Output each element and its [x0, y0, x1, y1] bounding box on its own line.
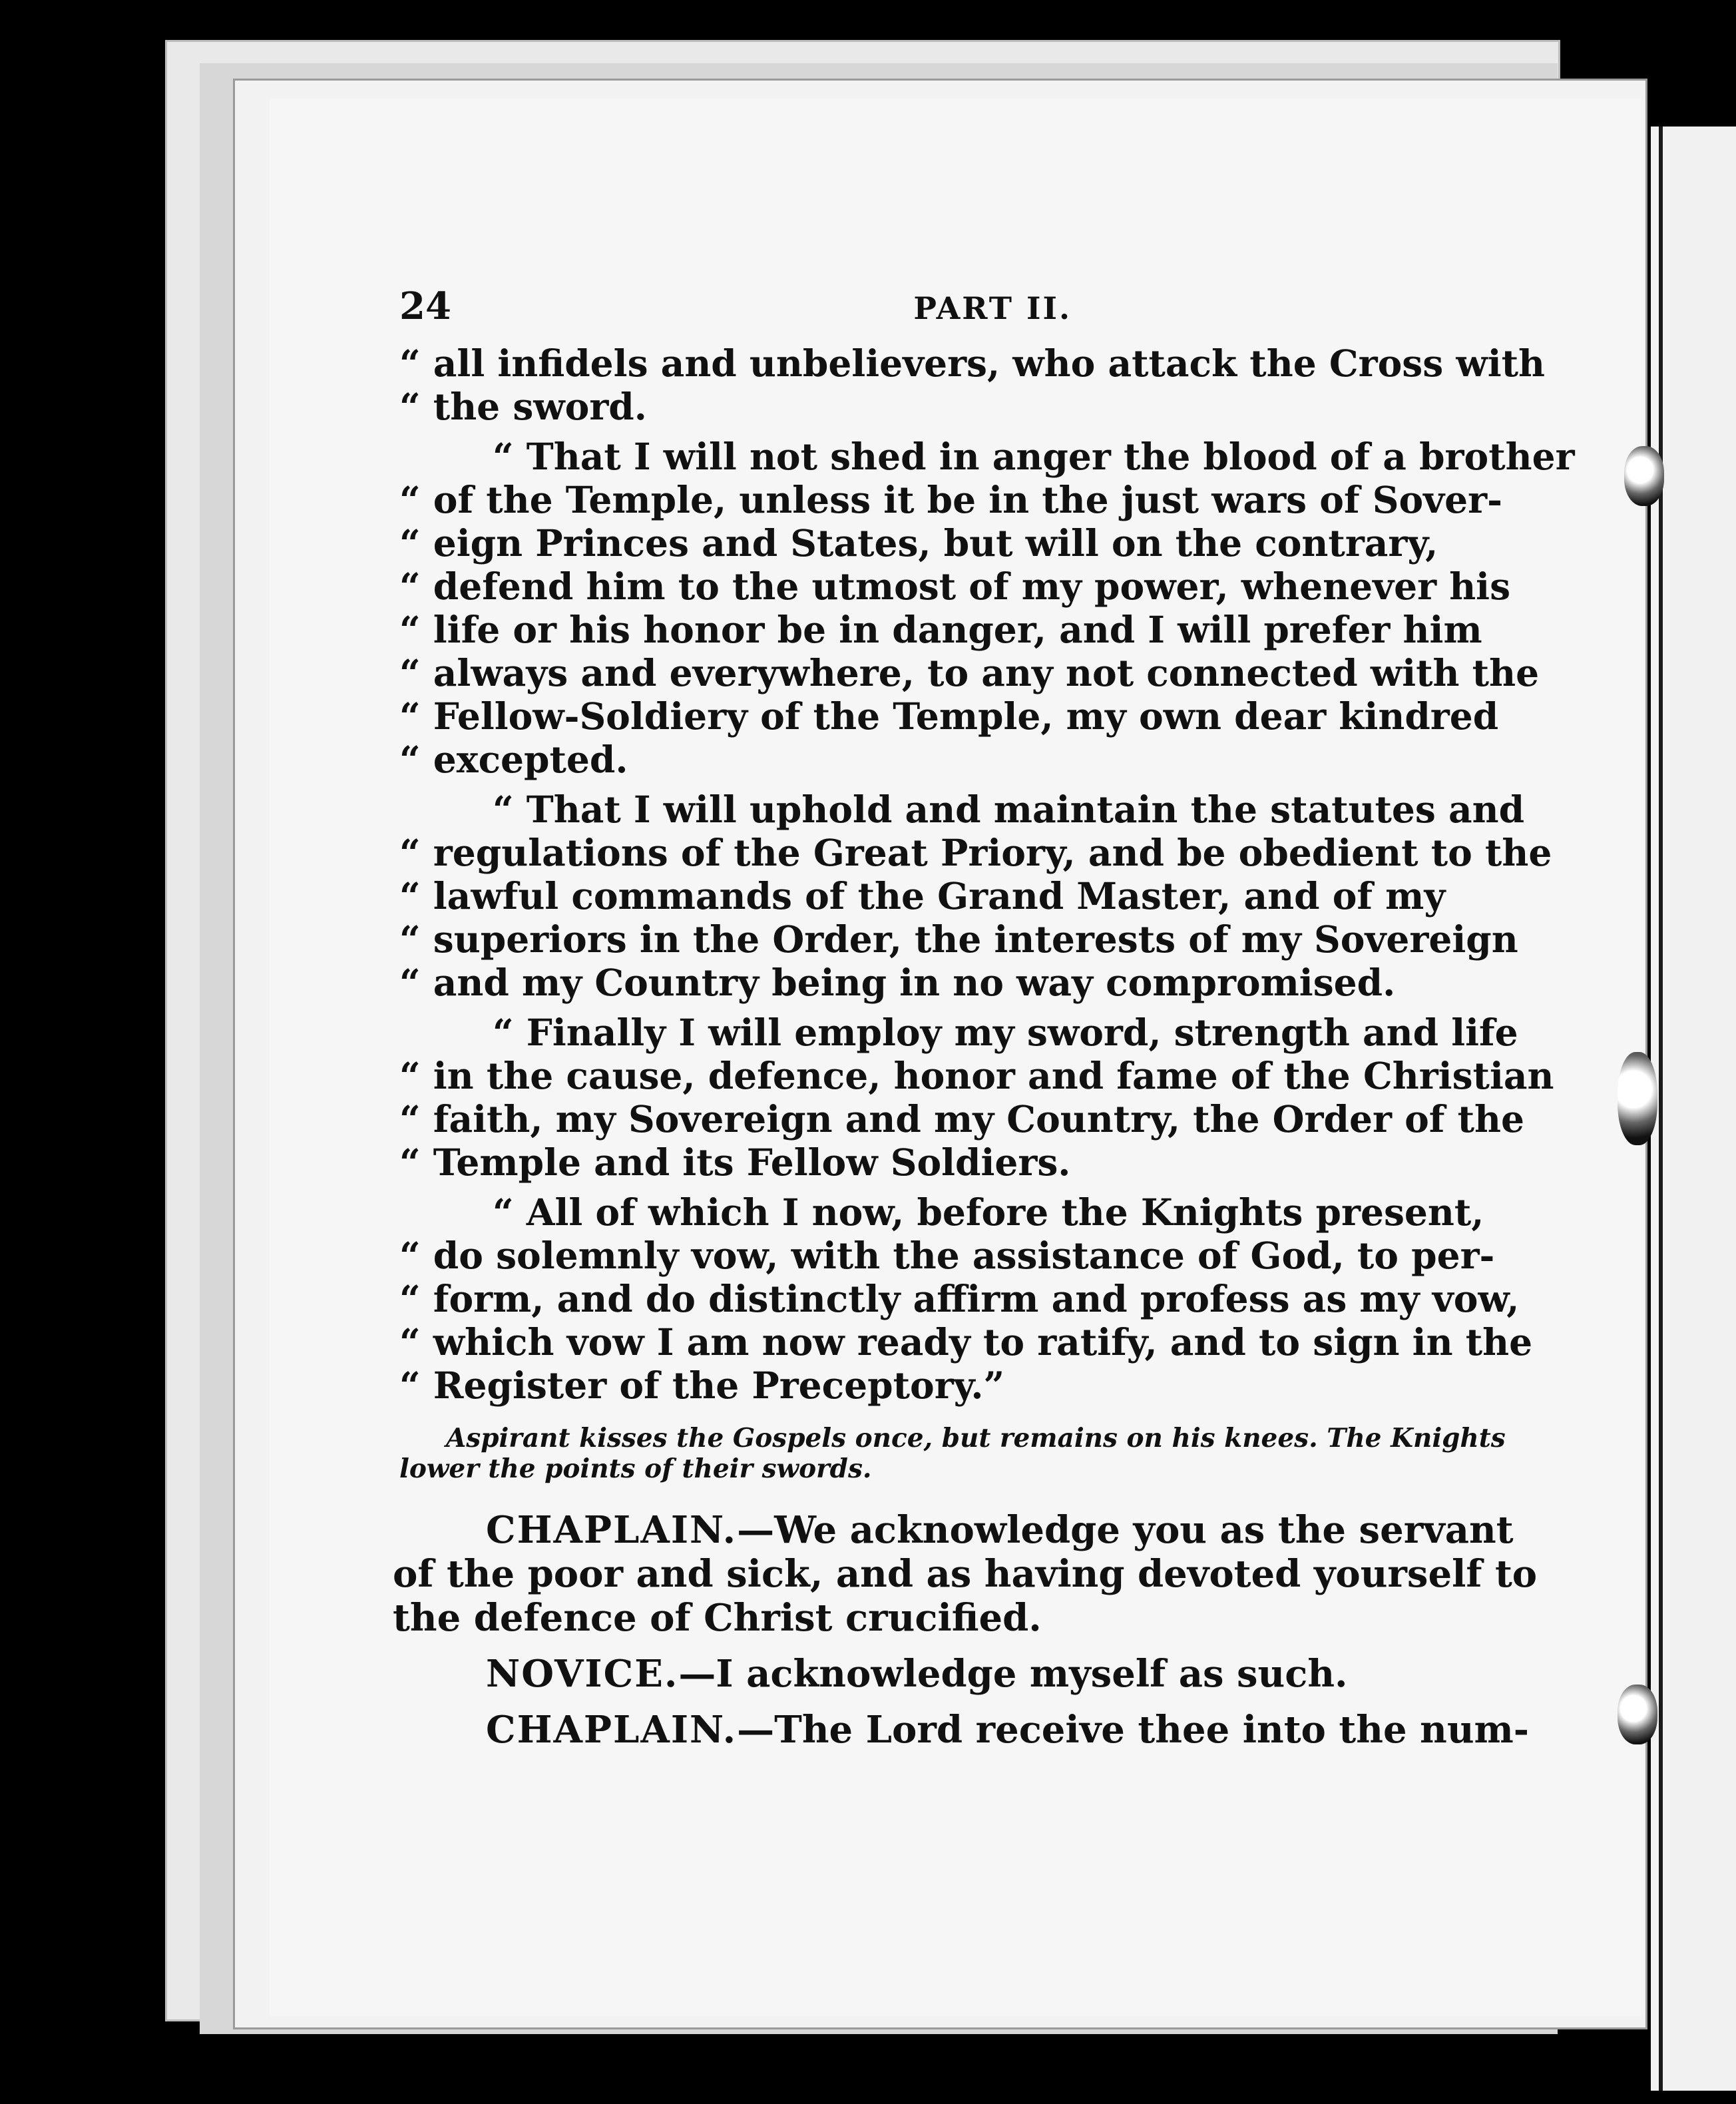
facing-page-edge: [1651, 127, 1736, 2091]
speaker-name: CHAPLAIN.: [486, 1508, 738, 1552]
binding-stitch-icon: [1624, 446, 1664, 506]
speech-line: [393, 1508, 1514, 1552]
text-line: “ Finally I will employ my sword, strength and life: [493, 1011, 1518, 1054]
speech-text: —The Lord receive thee into the num-: [737, 1708, 1530, 1752]
text-line: “ eign Princes and States, but will on the contrary,: [399, 521, 1438, 565]
text-line: “ All of which I now, before the Knights present,: [493, 1190, 1484, 1234]
text-line: “ in the cause, defence, honor and fame of the Christian: [399, 1054, 1554, 1097]
text-line: “ lawful commands of the Grand Master, and of my: [399, 874, 1446, 918]
speech-line: of the poor and sick, and as having devoted yourself to: [393, 1552, 1538, 1596]
speaker-name: CHAPLAIN.: [486, 1708, 738, 1752]
oath-paragraph-3: [399, 1011, 1554, 1184]
text-line: “ Fellow-Soldiery of the Temple, my own dear kindred: [399, 694, 1499, 738]
speaker-name: NOVICE.: [486, 1652, 679, 1696]
text-line: “ That I will not shed in anger the blood of a brother: [493, 435, 1575, 478]
speech-line: [393, 1708, 1530, 1752]
binding-stitch-icon: [1618, 1052, 1657, 1145]
text-line: “ Temple and its Fellow Soldiers.: [399, 1141, 1071, 1184]
dialogue-chaplain-2: [393, 1708, 1530, 1752]
binding-stitch-icon: [1618, 1685, 1657, 1744]
stage-direction-line: Aspirant kisses the Gospels once, but remains on his knees. The Knights: [446, 1423, 1506, 1453]
stage-direction: [399, 1423, 1511, 1484]
running-head: PART II.: [913, 290, 1072, 326]
oath-paragraph-4: [399, 1190, 1533, 1407]
text-line: “ defend him to the utmost of my power, whenever his: [399, 565, 1511, 608]
text-line: “ That I will uphold and maintain the statutes and: [493, 788, 1525, 831]
page-number: 24: [399, 284, 451, 328]
page-text: [393, 284, 1575, 1752]
text-line: “ which vow I am now ready to ratify, and to sign in the: [399, 1320, 1533, 1364]
text-line: “ do solemnly vow, with the assistance of God, to per-: [399, 1234, 1495, 1277]
text-line: “ excepted.: [399, 738, 628, 781]
text-line: “ form, and do distinctly affirm and profess as my vow,: [399, 1277, 1520, 1320]
oath-continued: [399, 342, 1545, 428]
dialogue-chaplain-1: [393, 1508, 1538, 1640]
speech-text: —I acknowledge myself as such.: [678, 1652, 1348, 1696]
text-line: “ life or his honor be in danger, and I will prefer him: [399, 608, 1482, 651]
page-header: [399, 285, 1511, 335]
dialogue-novice: [393, 1652, 1511, 1696]
text-line: “ regulations of the Great Priory, and be obedient to the: [399, 831, 1552, 874]
speech-line: [393, 1652, 1511, 1696]
stage-direction-line: lower the points of their swords.: [399, 1453, 872, 1484]
text-line: “ superiors in the Order, the interests of my Sovereign: [399, 918, 1518, 961]
text-line: “ faith, my Sovereign and my Country, the Order of the: [399, 1097, 1524, 1141]
text-line: “ and my Country being in no way compromised.: [399, 961, 1396, 1004]
speech-text: —We acknowledge you as the servant: [737, 1508, 1514, 1552]
binding-gutter: [1659, 127, 1663, 2091]
text-line: “ of the Temple, unless it be in the just wars of Sover-: [399, 478, 1502, 521]
text-line: “ all infidels and unbelievers, who attack the Cross with: [399, 342, 1545, 385]
oath-paragraph-1: [399, 435, 1575, 781]
text-line: “ Register of the Preceptory.”: [399, 1364, 1005, 1407]
text-line: “ always and everywhere, to any not connected with the: [399, 651, 1540, 694]
speech-line: the defence of Christ crucified.: [393, 1596, 1042, 1640]
text-line: “ the sword.: [399, 385, 647, 428]
oath-paragraph-2: [399, 788, 1552, 1004]
